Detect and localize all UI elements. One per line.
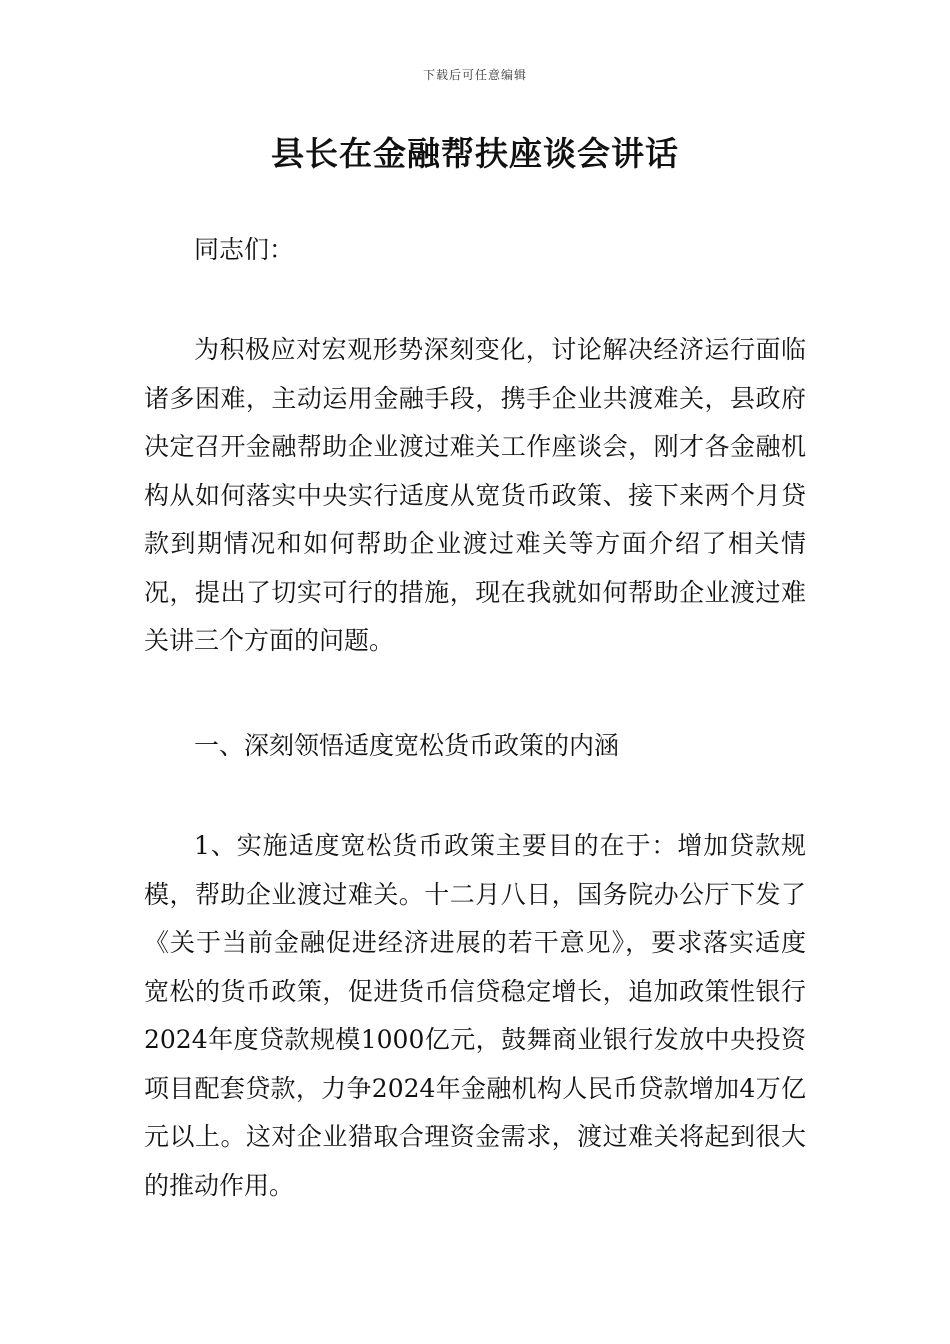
section-heading-1: 一、深刻领悟适度宽松货币政策的内涵 — [194, 731, 620, 760]
salutation: 同志们： — [194, 235, 295, 264]
paragraph-intro: 为积极应对宏观形势深刻变化，讨论解决经济运行面临诸多困难，主动运用金融手段，携手企业共渡难关，县政府决定召开金融帮助企业渡过难关工作座谈会，刚才各金融机构从如何落实中央实行适度从宽货币政策、接下来两个月贷款到期情况和如何帮助企业渡过难关等方面介绍了相关情况，提出了切实可行的措施，现在我就如何帮助企业渡过难关讲三个方面的问题。 — [144, 335, 806, 655]
paragraph-section-1-item-1: 1、实施适度宽松货币政策主要目的在于：增加贷款规模，帮助企业渡过难关。十二月八日，国务院办公厅下发了《关于当前金融促进经济进展的若干意见》，要求落实适度宽松的货币政策，促进货币信贷稳定增长，追加政策性银行2024年度贷款规模1000亿元，鼓舞商业银行发放中央投资项目配套贷款，力争2024年金融机构人民币贷款增加4万亿元以上。这对企业猎取合理资金需求，渡过难关将起到很大的推动作用。 — [144, 831, 806, 1200]
header-note: 下载后可任意编辑 — [422, 68, 527, 82]
document-title: 县长在金融帮扶座谈会讲话 — [271, 134, 679, 173]
